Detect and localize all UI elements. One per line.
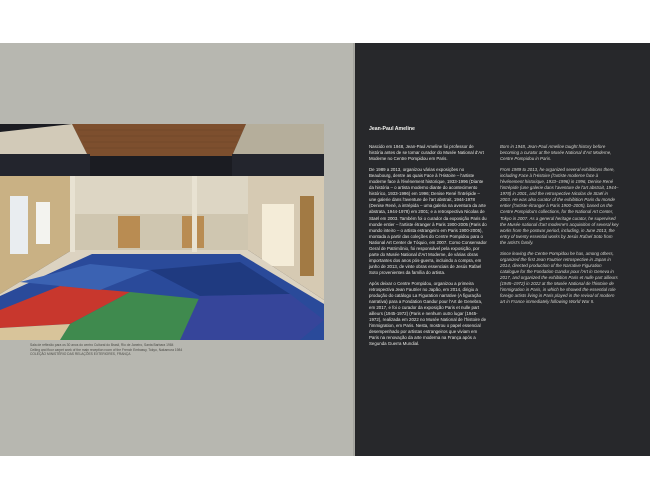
column-left [70,176,75,252]
gallery-photo [0,124,324,340]
pt-paragraph-2: De 1989 a 2013, organizou várias exposições no Beaubourg, dentre as quais Face à l'Histoire – l'artiste moderne face à l'événement historique, 1933-1996 (Diante da história – o artista moderno diante do acontecimento histórico, 1933-1996) em 1996; Denise René l'intrépide – une galerie dans l'aventure de l'art abstrait, 1944-1978 (Denise René, a intrépida – uma galeria na aventura da arte abstrata, 1944-1978) em 2001; e a retrospectiva Nicolas de Staël em 2003. Também foi o curador da exposição Paris du monde entier – l'artiste étranger à Paris 1900-2005 (Paris do mundo inteiro – o artista estrangeiro em Paris 1900-2005), montada a partir das coleções do Centre Pompidou para o National Art Center de Tóquio, em 2007. Como Conservador Geral de Patrimônio, foi responsável pela exposição, por parte do Musée National d'Art Moderne, de várias obras importantes dos anos pós-guerra, incluindo a compra, em junho de 2013, de vinte obras essenciais de Jesús Rafael Soto provenientes da família do artista. [369,167,487,275]
caption-line-3: COLEÇÃO MINISTÉRIO DAS RELAÇÕES EXTERIORES, FRANÇA [30,352,131,357]
english-column [500,144,619,310]
portuguese-column [369,144,488,353]
gallery-photo-illustration [0,124,324,340]
column-right [192,176,197,252]
author-heading: Jean-Paul Ameline [369,126,415,132]
caption-line-2: Ceiling and floor carpet work of the main reception room of the French Embassy, Tokyo, Nakamura 1984 [30,347,183,352]
left-window [10,196,28,254]
photo-caption [30,343,330,357]
left-page [0,43,355,456]
right-dark-beam [232,154,324,176]
spread-gutter [353,43,357,456]
pt-paragraph-3: Após deixar o Centre Pompidou, organizou a primeira retrospectiva Jean Fautrier no Japão, em 2014, dirigiu a produção do catálogo La Figuration narrative (A figuração narrativa) para a Fondation Gandur pour l'Art de Genebra, em 2017, e foi o curador da exposição Paris et nulle part ailleurs (1945-1972) (Paris e nenhum outro lugar (1945-1972), realizada em 2022 no Musée National de l'histoire de l'immigration, em Paris. Nesta, mostrou o papel essencial desempenhado por artistas estrangeiros que viviam em Paris na renovação da arte moderna na França após a Segunda Guerra Mundial. [369,280,487,347]
right-doorway [262,204,294,266]
right-door [300,196,314,276]
left-window-2 [36,202,50,244]
en-paragraph-1: Born in 1948, Jean-Paul Ameline taught history before becoming a curator at the Musée National d'Art Moderne, Centre Pompidou in Paris. [500,144,612,162]
en-paragraph-3: Since leaving the Centre Pompidou he has, among others, organized the first Jean Fautrier retrospective in Japan in 2014, directed production of the Narrative Figuration catalogue for the Fondation Gandur pour l'Art in Geneva in 2017, and organized the exhibition Paris et nulle part ailleurs (1945–1972) in 2022 at the Musée National de l'histoire de l'immigration in Paris, in which he showed the essential role foreign artists living in Paris played in the revival of modern art in France immediately following World War II. [500,250,618,305]
en-paragraph-2: From 1989 to 2013, he organized several exhibitions there, including Face à l'Histoire (l'artiste moderne face à l'événement historique, 1933–1996) in 1996, Denise René l'intrépide (une galerie dans l'aventure de l'art abstrait, 1944–1978) in 2001, and the retrospective Nicolas de Staël in 2003. He was also curator of the exhibition Paris du monde entier (l'artiste étranger à Paris 1900–2005), based on the Centre Pompidou's collections, for the National Art Center, Tokyo in 2007. As a general heritage curator, he supervised the Musée national d'art moderne's acquisition of several key works from the postwar period, including, in June 2013, the entry of twenty essential works by Jesús Rafael Soto from the artist's family. [500,167,619,245]
back-door-left [118,216,140,248]
caption-line-1: Sala de reflexão para os 30 anos do centro Cultural do Brasil, Rio de Janeiro, Santa Barbara 1984 [30,343,174,347]
back-wall [72,176,248,216]
left-dark-beam [0,154,90,176]
back-wall-lower [72,214,248,250]
pt-paragraph-1: Nascido em 1948, Jean-Paul Ameline foi professor de história antes de se tornar curador do Musée National d'Art Moderne no Centre Pompidou em Paris. [369,144,484,162]
wood-ceiling [72,124,246,156]
